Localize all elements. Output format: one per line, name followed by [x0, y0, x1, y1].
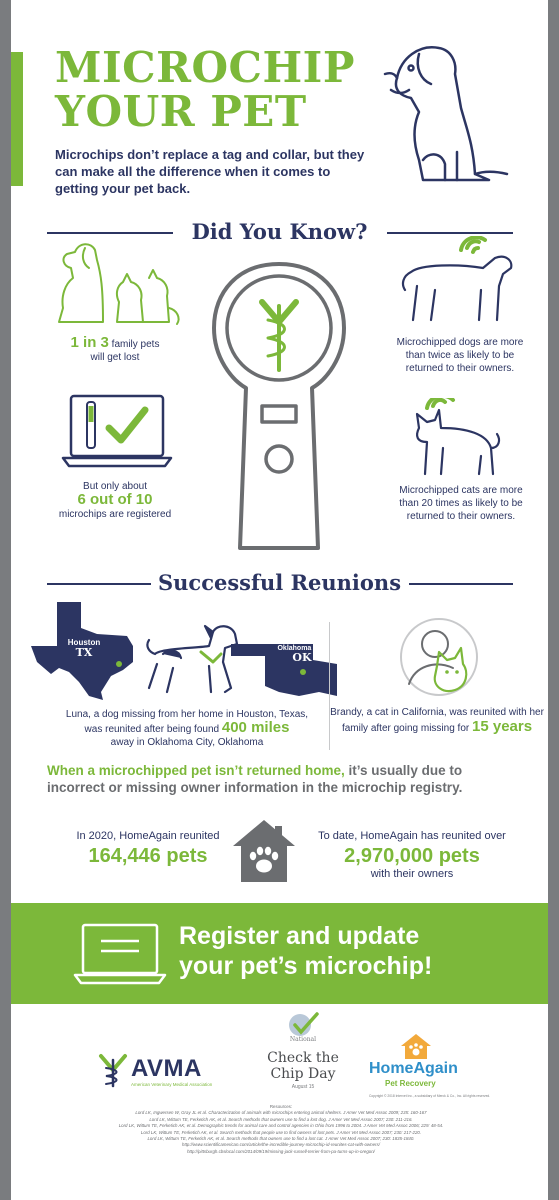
heading-rule-right: [387, 232, 513, 234]
resource-item: Lord LK, Wittum TE, Ferketich AK, et al. Search methods that owners use to find a lost dog. J Amer Vet Med Assoc 2007; 230: 211-216.: [149, 1116, 413, 1122]
oklahoma-city-label: Oklahoma City OK: [277, 645, 327, 664]
avma-full-name: American Veterinary Medical Association: [131, 1082, 213, 1087]
luna-story: Luna, a dog missing from her home in Houston, Texas, was reunited after being found 400 miles away in Oklahoma City, Oklahoma: [65, 709, 309, 748]
register-banner[interactable]: [11, 903, 548, 1004]
infographic-sheet: [11, 0, 548, 1200]
resource-item: Lord LK, Ingwersen W, Gray JL et al. Characterization of animals with microchips entering animal shelters. J Amer Vet Med Assoc 2009; 235: 160-167: [135, 1110, 427, 1116]
person-holding-cat-icon: [395, 614, 483, 700]
intro-text: Microchips don’t replace a tag and collar, but they can make all the difference when it comes to getting your pet back.: [55, 147, 365, 196]
reunited-total-tail: with their owners: [370, 868, 454, 880]
check-the-chip-day-logo: [287, 1012, 319, 1038]
resources-list: [51, 1104, 511, 1155]
copyright-notice: Copyright © 2018 Intervet Inc., a subsidiary of Merck & Co., Inc. All rights reserved.: [369, 1094, 491, 1098]
cat-signal-icon: [407, 398, 507, 478]
homeagain-logo-text: HomeAgain: [369, 1060, 458, 1077]
brandy-story: Brandy, a cat in California, was reunited with her family after going missing for 15 years: [330, 707, 544, 735]
accent-bar: [11, 52, 23, 186]
houston-label: Houston TX: [67, 638, 101, 659]
cats-returned-stat: Microchipped cats are more than 20 times as likely to be returned to their owners.: [399, 485, 523, 522]
heading-rule-left: [47, 232, 173, 234]
sitting-dog-icon: [371, 34, 521, 186]
reunited-2020-count: 164,446 pets: [88, 845, 208, 867]
resources-heading: Resources:: [269, 1104, 293, 1109]
dog-signal-icon: [395, 236, 519, 326]
chip-day-title: Check the Chip Day: [267, 1050, 339, 1082]
avma-caduceus-logo: [97, 1052, 129, 1088]
lost-pets-stat: 1 in 3 family pets will get lost: [70, 334, 160, 363]
dogs-returned-stat: Microchipped dogs are more than twice as likely to be returned to their owners.: [396, 337, 524, 374]
laptop-checkmark-icon: [61, 392, 173, 470]
did-you-know-heading: Did You Know?: [191, 219, 368, 244]
homeagain-pet-recovery: Pet Recovery: [385, 1079, 436, 1088]
page-title: MICROCHIP YOUR PET: [55, 43, 355, 136]
chip-day-national: National: [289, 1036, 317, 1043]
successful-reunions-heading: Successful Reunions: [157, 570, 402, 595]
reunited-2020-label: In 2020, HomeAgain reunited: [76, 830, 220, 842]
resource-item: Lord LK, Wittum TE, Ferketich AK, et al. Search methods that people use to find owners of lost pets. J Amer Vet Med Assoc 2007; 230: 217-220.: [140, 1129, 422, 1135]
house-paw-icon: [231, 818, 297, 884]
reunited-total-label: To date, HomeAgain has reunited over: [318, 830, 506, 842]
dog-and-cats-outline-icon: [45, 238, 185, 326]
laptop-icon: [73, 921, 167, 987]
resource-item: Lord LK, Wittum TE, Ferketich AK, et al. Demographic trends for animal care and control agencies in Ohio from 1996 to 2004. J Amer Vet Med Assoc 2006; 229: 48-54.: [118, 1123, 444, 1129]
registered-chips-stat: But only about 6 out of 10 microchips are registered: [58, 481, 172, 520]
reunited-total-count: 2,970,000 pets: [344, 845, 480, 867]
heading-rule-left: [47, 583, 151, 585]
avma-logo-text: AVMA: [131, 1055, 202, 1082]
resource-link[interactable]: http://pittsburgh.cbslocal.com/2014/09/19/missing-jack-russell-terrier-from-pa-turns-up-in-oregon/: [187, 1148, 375, 1154]
heading-rule-right: [409, 583, 513, 585]
registry-message: When a microchipped pet isn’t returned home, it’s usually due to incorrect or missing owner information in the microchip registry.: [47, 763, 463, 795]
running-dog-icon: [139, 618, 243, 702]
register-call-to-action: Register and update your pet’s microchip!: [179, 922, 433, 980]
microchip-scanner-icon: [208, 258, 350, 556]
resource-link[interactable]: http://www.scientificamerican.com/article/the-incredible-journey-microchip-id-reunites-cat-with-owners/: [182, 1142, 380, 1148]
chip-day-date: August 15: [291, 1084, 315, 1090]
resource-item: Lord LK, Wittum TE, Ferketich AK, et al. Search methods that owners use to find a lost cat. J Amer Vet Med Assoc 2007; 230: 1835-1840.: [147, 1136, 415, 1142]
homeagain-house-logo: [399, 1032, 433, 1060]
